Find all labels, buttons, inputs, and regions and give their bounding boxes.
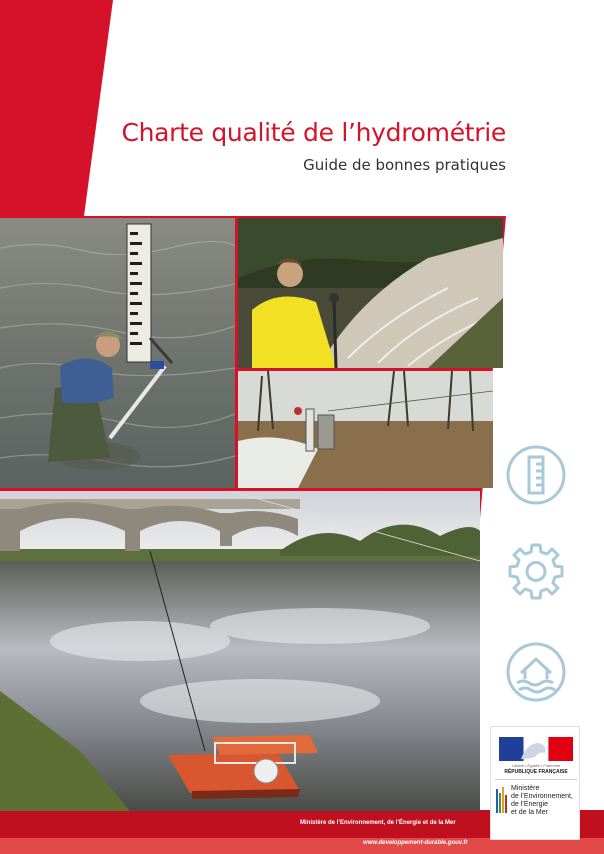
ministry-logos bbox=[490, 726, 580, 840]
page-subtitle: Guide de bonnes pratiques bbox=[303, 156, 506, 174]
flood-house-icon bbox=[505, 641, 567, 703]
republic-motto: Liberté • Égalité • Fraternité bbox=[511, 763, 561, 768]
ministry-logo-mark bbox=[495, 785, 509, 815]
gauge-scale-icon bbox=[505, 444, 567, 506]
rapids-measurement-photo bbox=[238, 218, 503, 368]
marianne-logo bbox=[499, 737, 573, 761]
footer-website-link[interactable]: www.developpement-durable.gouv.fr bbox=[363, 840, 468, 846]
gear-icon bbox=[505, 541, 567, 603]
staff-gauge-wader-photo bbox=[0, 218, 235, 488]
page-title: Charte qualité de l’hydrométrie bbox=[121, 118, 506, 147]
flooded-station-photo bbox=[238, 371, 493, 488]
logo-divider bbox=[495, 779, 577, 780]
footer-ministry-name: Ministère de l’Environnement, de l’Énergie et de la Mer bbox=[300, 820, 456, 826]
republic-name: RÉPUBLIQUE FRANÇAISE bbox=[504, 769, 568, 775]
ministry-name: Ministère de l’Environnement, de l’Énergie et de la Mer bbox=[511, 785, 573, 816]
bridge-river-boat-photo bbox=[0, 491, 480, 811]
